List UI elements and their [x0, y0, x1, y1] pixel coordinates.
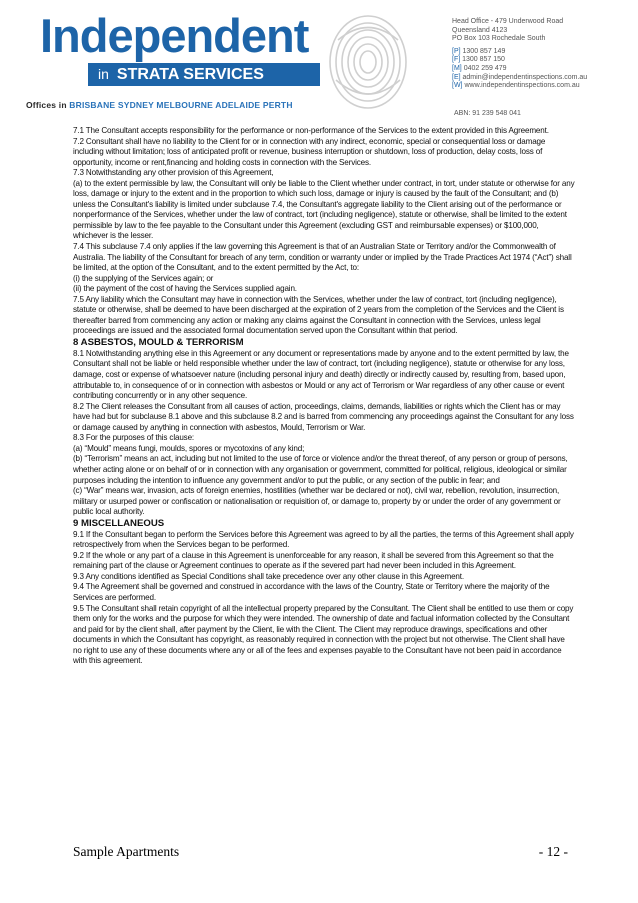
logo-subtitle: STRATA SERVICES — [116, 66, 264, 83]
mobile-line: [M] 0402 259 479 — [452, 64, 507, 72]
footer-page-number: - 12 - — [538, 844, 568, 859]
logo-subtitle-bar — [88, 63, 320, 86]
clause-paragraph: (ii) the payment of the cost of having the Services supplied again. — [73, 284, 297, 294]
email-line: [E] admin@independentinspections.com.au — [452, 73, 588, 81]
clause-paragraph: 8.1 Notwithstanding anything else in this Agreement or any document or representations made by anyone and to the extent permitted by law, the Consultant shall not be liable or held responsible whether under the law of contract, tort (including negligence), statute or otherwise for any loss, damage, cost or expense of whatsoever nature (including personal injury and death) directly or indirectly caused by, resulting from, based upon, attributable to, in consequence of or in connection with asbestos or Mould or any act of Terrorism or War regardless of any other cause or event contributing concurrently or in any other sequence. — [73, 348, 569, 401]
clause-paragraph: 7.1 The Consultant accepts responsibility for the performance or non-performance of the Services to the extent provided in this Agreement. — [73, 126, 549, 135]
clause-paragraph: (i) the supplying of the Services again; or — [73, 273, 214, 283]
clause-paragraph: 7.5 Any liability which the Consultant may have in connection with the Services, whether under the law of contract, tort (including negligence), statute or otherwise, shall be deemed to have been discharged at the expiration of 2 years from the completion of the Services and the Client is thereafter barred from commencing any action or making any claims against the Consultant in connection with the Services, unless legal proceedings are issued and the associated formal documentation served upon the Consultant within that period. — [73, 294, 564, 336]
contact-block — [452, 18, 587, 91]
clause-paragraph: (c) “War” means war, invasion, acts of foreign enemies, hostilities (whether war be declared or not), civil war, rebellion, revolution, insurrection, military or usurped power or confiscation or nationalisation or requisition of, or damage to, property by or under the order of any government or public local authority. — [73, 486, 561, 517]
address-line-1: Head Office - 479 Underwood Road — [452, 18, 564, 25]
clause-paragraph: 7.2 Consultant shall have no liability to the Client for or in connection with any indirect, economic, special or consequential loss or damage including without limitation; loss of anticipated profit or revenue, business interruption or shutdown, loss of production, delay costs, loss of opportunity, income or rent,financing and holding costs in connection with the Services. — [73, 136, 546, 167]
clause-paragraph: 8.2 The Client releases the Consultant from all causes of action, proceedings, claims, demands, liabilities or rights which the Client has or may have had but for subclause 8.1 above and this subclause 8.2 and is barred from commencing any proceedings against the Consultant for any loss or damage caused by anything in connection with asbestos, Mould, Terrorism or War. — [73, 401, 574, 432]
clause-paragraph: 9.5 The Consultant shall retain copyright of all the intellectual property prepared by the Consultant. The Client shall be entitled to use them or copy them only for the works and the purpose for which they were intended. The ownership of date and factual information collected by the Consultant and paid for by the client shall, after payment by the Client, lie with the Client. The Client may reproduce drawings, specifications and other documents in which the Consultant has copyright, as reasonably required in connection with the project but not otherwise. The Client shall have no right to use any of these documents where any or all of the fees and expenses payable to the Consultant have not been paid in accordance with this agreement. — [73, 603, 574, 666]
clause-paragraph: 7.3 Notwithstanding any other provision of this Agreement, — [73, 168, 274, 178]
clause-paragraph: (a) to the extent permissible by law, the Consultant will only be liable to the Client whether under contract, in tort, under statute or otherwise for any loss, damage or injury to the extent and in the proportion to which such loss, damage or injury is caused by the fault of the Consultant; and (b) unless the Consultant's liability is limited under subclause 7.4, the Consultant's aggregate liability to the Client arising out of the performance or nonperformance of the Services, whether under the law of contract, tort (including negligence), statute or otherwise, shall be limited to the extent permissible by law to the fee payable to the Consultant under this Agreement (excluding GST and reimbursable expenses) or $100,000, whichever is the lesser. — [73, 178, 575, 241]
clause-paragraph: 9.1 If the Consultant began to perform the Services before this Agreement was agreed to by all the parties, the terms of this Agreement shall apply retrospectively from when the Services began to be performed. — [73, 529, 574, 550]
fingerprint-icon — [318, 10, 418, 110]
section-heading: 9 MISCELLANEOUS — [73, 517, 165, 529]
email-link[interactable]: admin@independentinspections.com.au — [462, 73, 588, 81]
clause-paragraph: 9.3 Any conditions identified as Special Conditions shall take precedence over any other clause in this Agreement. — [73, 571, 464, 581]
offices-cities: BRISBANE SYDNEY MELBOURNE ADELAIDE PERTH — [69, 100, 293, 110]
clause-paragraph: 9.2 If the whole or any part of a clause in this Agreement is unenforceable for any reason, it shall be severed from this Agreement so that the remaining part of the clause or Agreement continues to operate as if the severed part had never been included in this Agreement. — [73, 550, 554, 571]
clause-paragraph: (b) “Terrorism” means an act, including but not limited to the use of force or violence and/or the threat thereof, of any person or group of persons, whether acting alone or on behalf of or in connection with any organisation or government, committed for political, religious, ideological or similar purposes including the intention to influence any government and/or to put the public, or any section of the public in fear; and — [73, 454, 568, 485]
section-heading: 8 ASBESTOS, MOULD & TERRORISM — [73, 336, 244, 348]
footer-document-title: Sample Apartments — [73, 844, 180, 859]
address-line-2: Queensland 4123 — [452, 26, 508, 34]
web-line: [W] www.independentinspections.com.au — [452, 82, 580, 90]
clause-paragraph: 8.3 For the purposes of this clause: — [73, 433, 195, 443]
clause-paragraph: 7.4 This subclause 7.4 only applies if the law governing this Agreement is that of an Australian State or Territory and/or the Commonwealth of Australia. The liability of the Consultant for breach of any term, condition or warranty under or implied by the Trade Practices Act 1974 (“Act”) shall be limited, at the option of the Consultant, and to the extent permitted by the Act, to: — [73, 242, 572, 273]
logo-wordmark: Independent — [40, 9, 309, 62]
clause-paragraph: (a) “Mould” means fungi, moulds, spores or mycotoxins of any kind; — [73, 443, 305, 453]
logo-in: in — [98, 66, 109, 82]
letterhead — [0, 0, 638, 125]
clause-paragraph: 9.4 The Agreement shall be governed and construed in accordance with the laws of the Country, State or Territory where the majority of the Services are performed. — [73, 582, 550, 602]
abn-number: ABN: 91 239 548 041 — [454, 110, 521, 117]
address-line-3: PO Box 103 Rochedale South — [452, 35, 546, 43]
web-link[interactable]: www.independentinspections.com.au — [464, 82, 580, 90]
offices-line: Offices in BRISBANE SYDNEY MELBOURNE ADELAIDE PERTH — [26, 100, 293, 110]
phone-line: [P] 1300 857 149 — [452, 47, 506, 55]
fax-line: [F] 1300 857 150 — [452, 56, 505, 64]
document-body — [73, 126, 575, 667]
